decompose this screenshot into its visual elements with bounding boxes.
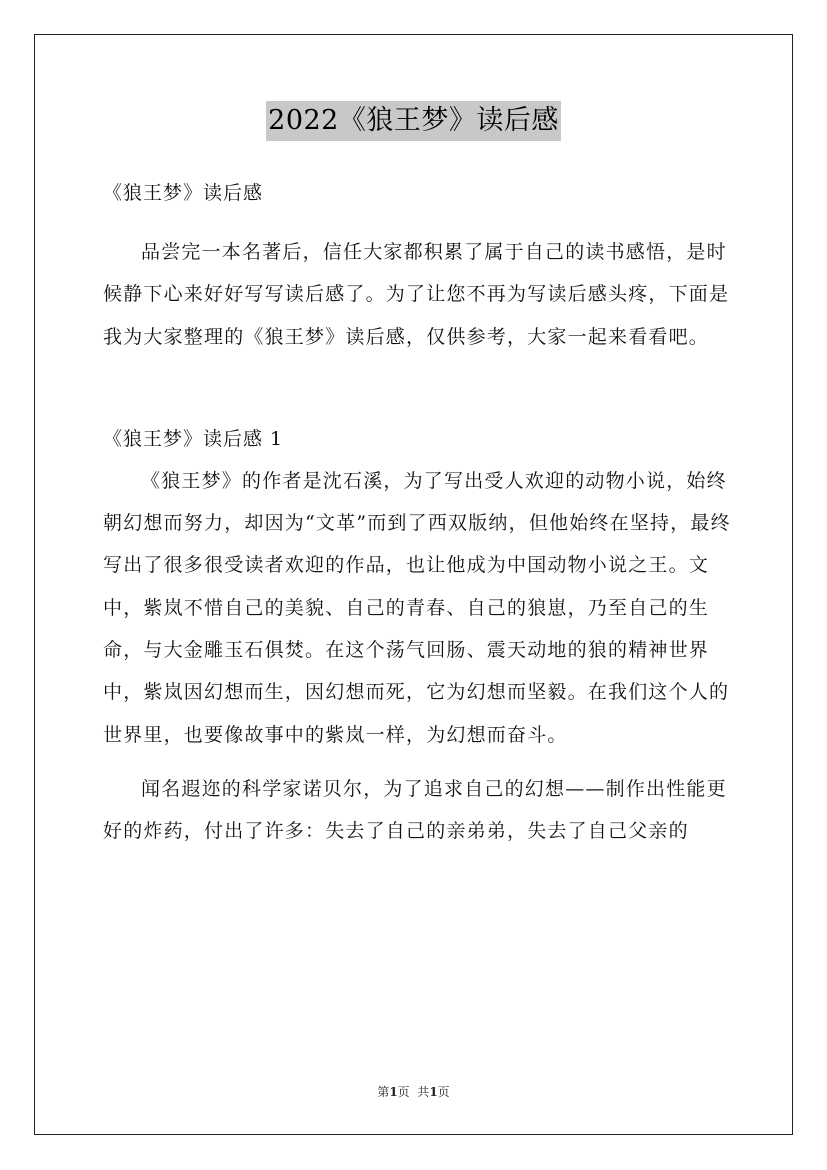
section-heading: 《狼王梦》读后感 1 bbox=[103, 427, 284, 450]
spacer bbox=[103, 358, 733, 418]
document-body bbox=[103, 172, 733, 853]
page-suffix: 页 bbox=[437, 1085, 450, 1099]
subtitle: 《狼王梦》读后感 bbox=[103, 182, 264, 204]
page-mid: 页 共 bbox=[397, 1085, 430, 1099]
page-footer bbox=[0, 1083, 827, 1100]
page-prefix: 第 bbox=[377, 1085, 390, 1099]
document-title: 2022《狼王梦》读后感 bbox=[266, 101, 561, 141]
intro-paragraph: 品尝完一本名著后，信任大家都积累了属于自己的读书感悟，是时候静下心来好好写写读后感了。为了让您不再为写读后感头疼，下面是我为大家整理的《狼王梦》读后感，仅供参考，大家一起来看看吧。 bbox=[103, 241, 730, 348]
body-paragraph-1: 《狼王梦》的作者是沈石溪，为了写出受人欢迎的动物小说，始终朝幻想而努力，却因为“文革”而到了西双版纳，但他始终在坚持，最终写出了很多很受读者欢迎的作品，也让他成为中国动物小说之王。文中，紫岚不惜自己的美貌、自己的青春、自己的狼崽，乃至自己的生命，与大金雕玉石俱焚。在这个荡气回肠、震天动地的狼的精神世界中，紫岚因幻想而生，因幻想而死，它为幻想而坚毅。在我们这个人的世界里，也要像故事中的紫岚一样，为幻想而奋斗。 bbox=[103, 469, 731, 746]
title-container bbox=[0, 101, 827, 141]
page-total: 1 bbox=[429, 1085, 438, 1099]
page-current: 1 bbox=[389, 1085, 398, 1099]
body-paragraph-2: 闻名遐迩的科学家诺贝尔，为了追求自己的幻想——制作出性能更好的炸药，付出了许多：失去了自己的亲弟弟，失去了自己父亲的 bbox=[103, 777, 727, 843]
